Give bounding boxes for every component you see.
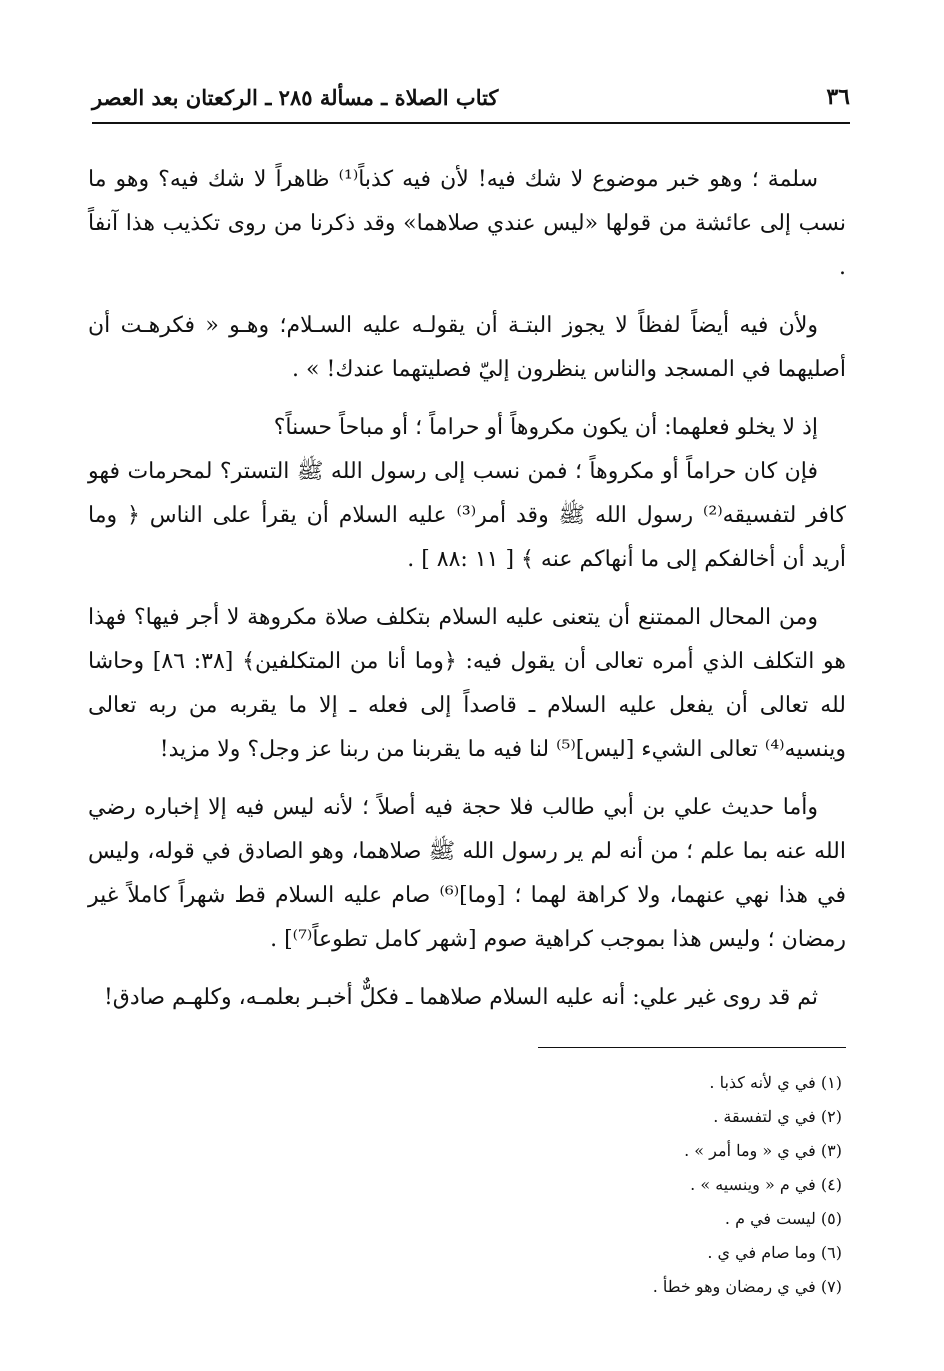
paragraph-7: ثم قد روى غير علي: أنه عليه السلام صلاهما ـ فكلٌّ أخبـر بعلمـه، وكلهـم صادق!: [103, 985, 818, 1010]
footnote-1: (١) في ي لأنه كذبا .: [709, 1073, 842, 1092]
footnote-5: (٥) ليست في م .: [724, 1209, 842, 1228]
footnote-7: (٧) في ي رمضان وهو خطأ .: [652, 1277, 842, 1296]
footnote-2: (٢) في ي لتفسقة .: [713, 1107, 842, 1126]
paragraph-1: سلمة ؛ وهو خبر موضوع لا شك فيه! لأن فيه كذباً⁽¹⁾ ظاهراً لا شك فيه؟ وهو ما نسب إلى عائشة من قولها «ليس عندي صلاهما» وقد ذكرنا من روى تكذيب هذا آنفاً .: [88, 167, 846, 280]
running-header: [92, 76, 850, 118]
footnotes: [98, 1066, 842, 1304]
footnote-4: (٤) في م « وينسيه » .: [690, 1175, 842, 1194]
footnote-rule: [538, 1047, 846, 1048]
footnote-6: (٦) وما صام في ي .: [707, 1243, 842, 1262]
running-title: كتاب الصلاة ـ مسألة ٢٨٥ ـ الركعتان بعد العصر: [92, 84, 499, 110]
body-text: [88, 158, 846, 1034]
page-number: ٣٦: [826, 84, 850, 110]
paragraph-6: وأما حديث علي بن أبي طالب فلا حجة فيه أصلاً ؛ لأنه ليس فيه إلا إخباره رضي الله عنه بما علم ؛ من أنه لم ير رسول الله ﷺ صلاهما، وهو الصادق في قوله، وليس في هذا نهي عنهما، ولا كراهة لهما ؛ [وما]⁽⁶⁾ صام عليه السلام قط شهراً كاملاً غير رمضان ؛ وليس هذا بموجب كراهية صوم [شهر كامل تطوعاً⁽⁷⁾] .: [88, 795, 846, 952]
header-rule: [92, 122, 850, 124]
footnote-3: (٣) في ي « وما أمر » .: [684, 1141, 842, 1160]
paragraph-4: فإن كان حراماً أو مكروهاً ؛ فمن نسب إلى رسول الله ﷺ التستر؟ لمحرمات فهو كافر لتفسيقه⁽²⁾ رسول الله ﷺ وقد أمر⁽³⁾ عليه السلام أن يقرأ على الناس ﴿ وما أريد أن أخالفكم إلى ما أنهاكم عنه ﴾ [ ١١ :٨٨ ] .: [88, 459, 847, 572]
paragraph-5: ومن المحال الممتنع أن يتعنى عليه السلام بتكلف صلاة مكروهة لا أجر فيها؟ فهذا هو التكلف الذي أمره تعالى أن يقول فيه: ﴿وما أنا من المتكلفين﴾ [٣٨: ٨٦] وحاشا لله تعالى أن يفعل عليه السلام ـ قاصداً إلى فعله ـ إلا ما يقربه من ربه تعالى وينسيه⁽⁴⁾ تعالى الشيء [ليس]⁽⁵⁾ لنا فيه ما يقربنا من ربنا عز وجل؟ ولا مزيد!: [88, 605, 847, 762]
paragraph-2: ولأن فيه أيضاً لفظاً لا يجوز البتـة أن يقولـه عليه السـلام؛ وهـو « فكرهـت أن أصليهما في المسجد والناس ينظرون إليّ فصليتهما عندك! » .: [88, 313, 846, 382]
paragraph-3: إذ لا يخلو فعلهما: أن يكون مكروهاً أو حراماً ؛ أو مباحاً حسناً؟: [273, 415, 818, 440]
